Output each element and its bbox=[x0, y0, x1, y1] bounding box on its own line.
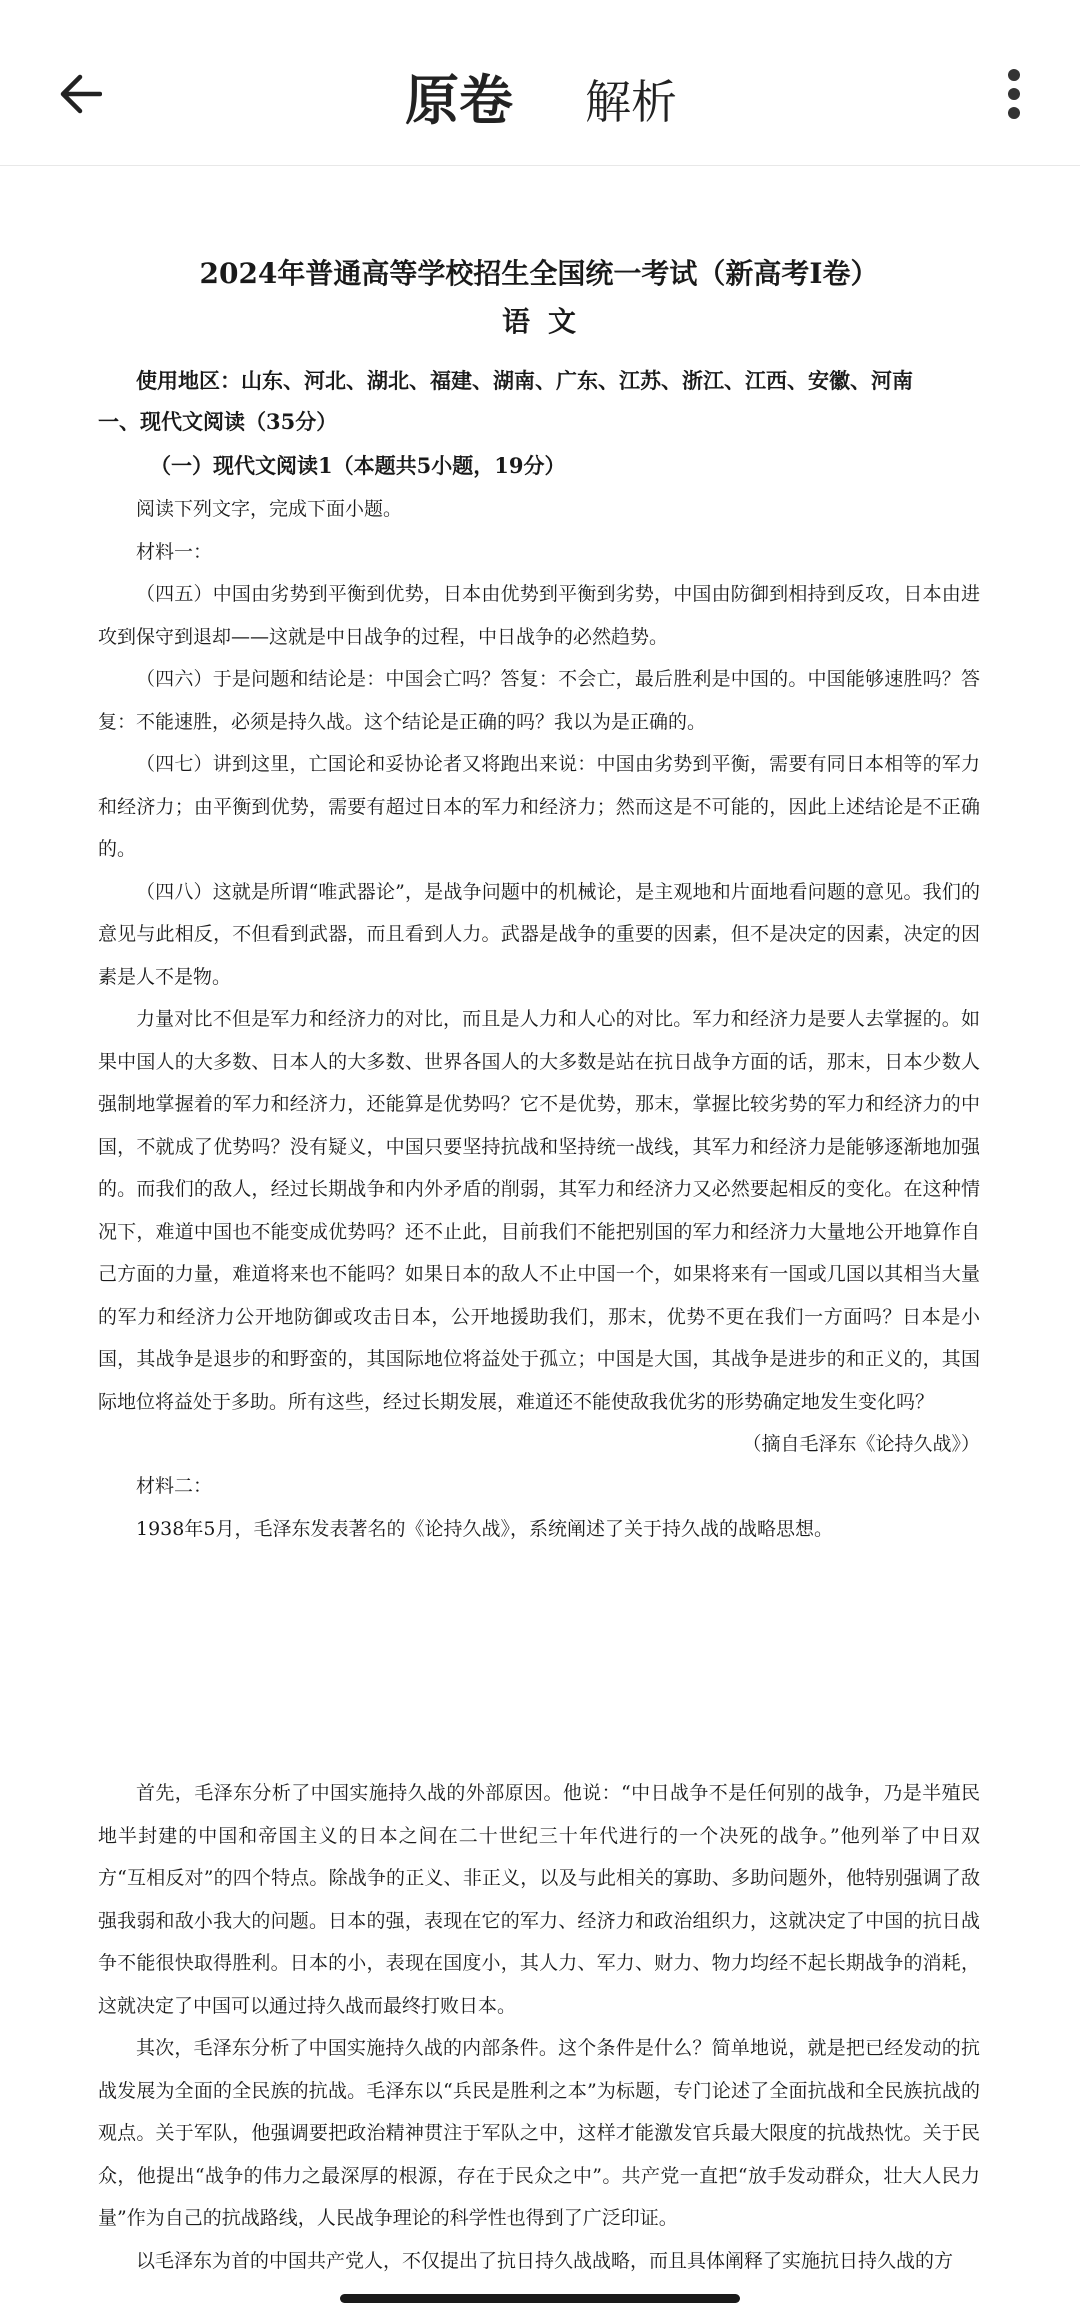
exam-document bbox=[98, 250, 980, 2282]
blank-space bbox=[98, 1550, 980, 1772]
material-label: 材料二： bbox=[136, 1475, 213, 1497]
tab-original[interactable]: 原卷 bbox=[405, 69, 513, 132]
more-button[interactable] bbox=[992, 58, 1036, 130]
paragraph: （四五）中国由劣势到平衡到优势，日本由优势到平衡到劣势，中国由防御到相持到反攻，日本由进攻到保守到退却——这就是中日战争的过程，中日战争的必然趋势。 bbox=[98, 583, 980, 648]
instruction-text: 阅读下列文字，完成下面小题。 bbox=[136, 498, 403, 520]
exam-subject: 语文 bbox=[501, 305, 594, 338]
paragraph: 首先，毛泽东分析了中国实施持久战的外部原因。他说：“中日战争不是任何别的战争，乃是半殖民地半封建的中国和帝国主义的日本之间在二十世纪三十年代进行的一个决死的战争。”他列举了中日双方“互相反对”的四个特点。除战争的正义、非正义，以及与此相关的寡助、多助问题外，他特别强调了敌强我弱和敌小我大的问题。日本的强，表现在它的军力、经济力和政治组织力，这就决定了中国的抗日战争不能很快取得胜利。日本的小，表现在国度小，其人力、军力、财力、物力均经不起长期战争的消耗，这就决定了中国可以通过持久战而最终打败日本。 bbox=[98, 1782, 980, 2017]
tab-analysis[interactable]: 解析 bbox=[585, 75, 677, 129]
paragraph: 以毛泽东为首的中国共产党人，不仅提出了抗日持久战战略，而且具体阐释了实施抗日持久战的方 bbox=[136, 2249, 954, 2272]
paragraph: （四六）于是问题和结论是：中国会亡吗？答复：不会亡，最后胜利是中国的。中国能够速胜吗？答复：不能速胜，必须是持久战。这个结论是正确的吗？我以为是正确的。 bbox=[98, 668, 980, 733]
back-button[interactable] bbox=[44, 58, 116, 130]
source-citation: （摘自毛泽东《论持久战》） bbox=[742, 1433, 980, 1455]
exam-title: 2024年普通高等学校招生全国统一考试（新高考Ⅰ卷） bbox=[199, 257, 879, 290]
paragraph: （四八）这就是所谓“唯武器论”，是战争问题中的机械论，是主观地和片面地看问题的意见。我们的意见与此相反，不但看到武器，而且看到人力。武器是战争的重要的因素，但不是决定的因素，决定的因素是人不是物。 bbox=[98, 880, 980, 988]
home-indicator[interactable] bbox=[340, 2294, 740, 2303]
arrow-left-icon bbox=[58, 74, 102, 114]
section-heading: 一、现代文阅读（35分） bbox=[98, 409, 338, 434]
top-bar bbox=[0, 0, 1080, 166]
material-label: 材料一： bbox=[136, 540, 213, 563]
subsection-heading: （一）现代文阅读1（本题共5小题，19分） bbox=[150, 453, 566, 478]
usage-region: 使用地区：山东、河北、湖北、福建、湖南、广东、江苏、浙江、江西、安徽、河南 bbox=[136, 368, 913, 393]
paragraph: 力量对比不但是军力和经济力的对比，而且是人力和人心的对比。军力和经济力是要人去掌握的。如果中国人的大多数、日本人的大多数、世界各国人的大多数是站在抗日战争方面的话，那末，日本少数人强制地掌握着的军力和经济力，还能算是优势吗？它不是优势，那末，掌握比较劣势的军力和经济力的中国，不就成了优势吗？没有疑义，中国只要坚持抗战和坚持统一战线，其军力和经济力是能够逐渐地加强的。而我们的敌人，经过长期战争和内外矛盾的削弱，其军力和经济力又必然要起相反的变化。在这种情况下，难道中国也不能变成优势吗？还不止此，目前我们不能把别国的军力和经济力大量地公开地算作自己方面的力量，难道将来也不能吗？如果日本的敌人不止中国一个，如果将来有一国或几国以其相当大量的军力和经济力公开地防御或攻击日本，公开地援助我们，那末，优势不更在我们一方面吗？日本是小国，其战争是退步的和野蛮的，其国际地位将益处于孤立；中国是大国，其战争是进步的和正义的，其国际地位将益处于多助。所有这些，经过长期发展，难道还不能使敌我优劣的形势确定地发生变化吗？ bbox=[98, 1008, 980, 1413]
paragraph: （四七）讲到这里，亡国论和妥协论者又将跑出来说：中国由劣势到平衡，需要有同日本相等的军力和经济力；由平衡到优势，需要有超过日本的军力和经济力；然而这是不可能的，因此上述结论是不正确的。 bbox=[98, 753, 980, 860]
paragraph: 其次，毛泽东分析了中国实施持久战的内部条件。这个条件是什么？简单地说，就是把已经发动的抗战发展为全面的全民族的抗战。毛泽东以“兵民是胜利之本”为标题，专门论述了全面抗战和全民族抗战的观点。关于军队，他强调要把政治精神贯注于军队之中，这样才能激发官兵最大限度的抗战热忱。关于民众，他提出“战争的伟力之最深厚的根源，存在于民众之中”。共产党一直把“放手发动群众，壮大人民力量”作为自己的抗战路线，人民战争理论的科学性也得到了广泛印证。 bbox=[98, 2037, 980, 2229]
more-vertical-icon bbox=[1007, 68, 1021, 120]
material-intro: 1938年5月，毛泽东发表著名的《论持久战》，系统阐述了关于持久战的战略思想。 bbox=[136, 1517, 833, 1540]
